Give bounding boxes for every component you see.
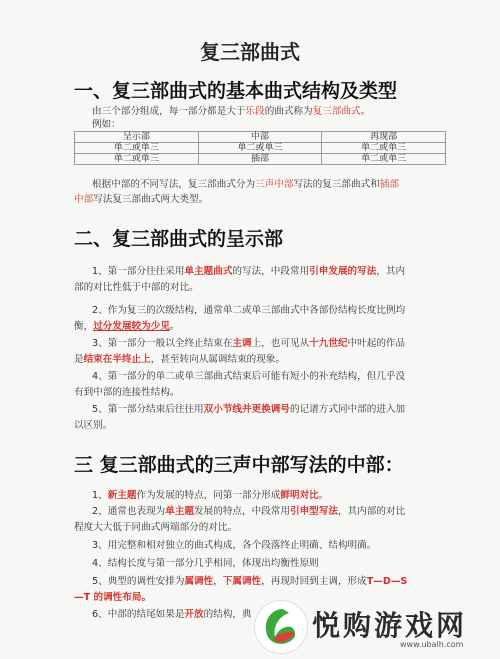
s2p2-text: 。 (169, 321, 180, 332)
table-cell: 单二或单三 (75, 143, 199, 154)
s3-paragraph-1 (92, 488, 328, 503)
table-header-cell: 再现部 (322, 132, 446, 143)
s3p6-text: 的结构，典 (203, 609, 252, 620)
s2p3-text: 中叶起的作品 (347, 338, 406, 349)
table-cell: 单二或单三 (198, 143, 322, 154)
s3-paragraph-4: 4、结构长度与第一部分几乎相同，体现出均衡性原则 (92, 558, 319, 569)
s3-paragraph-6 (92, 607, 252, 622)
example-label: 例如： (92, 119, 121, 130)
intro-text-mid: 的曲式称为 (264, 106, 313, 117)
s2p3-highlight: 主调 (232, 338, 252, 349)
section3-heading: 三 复三部曲式的三声中部写法的中部： (74, 454, 404, 476)
s3p2-text: 2、通常也表现为 (92, 506, 166, 517)
intro-highlight-fusanbu: 复三部曲式 (312, 106, 361, 117)
section1-after-text-2 (74, 192, 208, 207)
s2p5-text: 的记谱方式同中部的进入加 (289, 404, 406, 415)
after-text-mid: 写法的复三部曲式和 (293, 179, 380, 190)
s3p1-text: 。 (318, 490, 329, 501)
s3p6-highlight: 开放 (184, 609, 204, 620)
s2p1-text: 的写法，中段常用 (232, 266, 310, 277)
s3p5-text: ，再现时回到主调，形成 (261, 576, 367, 587)
watermark-logo-icon (254, 600, 308, 654)
s3p5-highlight: 属调性 (184, 576, 214, 587)
table-header-cell: 中部 (198, 132, 322, 143)
watermark-url: www.ubalh.com (400, 640, 464, 649)
s3p2-text: 发展的特点，中段常用 (194, 506, 290, 517)
s2-paragraph-5-cont: 以区别。 (74, 420, 113, 431)
s3p5-text: ， (213, 576, 223, 587)
table-row (75, 143, 446, 154)
s2-paragraph-5 (92, 402, 405, 417)
s2p3-highlight: 结束在半终止上 (83, 354, 151, 365)
after-text: 根据中部的不同写法，复三部曲式分为 (92, 179, 256, 190)
s3p1-text: 作为发展的特点，同第一部分形成 (136, 490, 281, 501)
table-cell: 插部 (198, 154, 322, 165)
intro-text: 由三个部分组成，每一部分都是大于 (92, 106, 246, 117)
s2p1-highlight: 单主题曲式 (184, 266, 233, 277)
s2p5-highlight: 双小节线并更换调号 (203, 404, 290, 415)
s3-paragraph-3: 3、用完整和相对独立的曲式构成，各个段落终止明确、结构明确。 (92, 540, 377, 551)
s3p5-highlight: 下属调性 (222, 576, 262, 587)
s3-paragraph-5 (92, 574, 407, 589)
s2p3-text: 上，也可见从 (251, 338, 310, 349)
s3p1-highlight: 鲜明对比 (280, 490, 319, 501)
table-cell: 单二或单三 (322, 154, 446, 165)
s3p5-text: 5、典型的调性安排为 (92, 576, 185, 587)
table-cell: 单二或单三 (75, 154, 199, 165)
s2-paragraph-3-cont (74, 352, 285, 367)
s3p1-highlight: 新主题 (107, 490, 137, 501)
watermark-text: 悦购游戏网 (312, 609, 468, 642)
structure-table (74, 131, 446, 165)
s2p3-text: 是 (74, 354, 84, 365)
s2p3-highlight: 十九世纪 (309, 338, 348, 349)
table-header-cell: 呈示部 (75, 132, 199, 143)
highlight-zhongbu: 中部 (74, 194, 94, 205)
highlight-sansheng: 三声中部 (255, 179, 294, 190)
s2p1-text: ，其内 (376, 266, 406, 277)
section1-intro (92, 104, 370, 119)
intro-text-end: 。 (360, 106, 371, 117)
table-row (75, 154, 446, 165)
s2-paragraph-4-cont: 有到中部的连接性结构。 (74, 387, 180, 398)
s3p5-highlight: T—D—S (366, 576, 408, 587)
s2p1-highlight: 引申发展的写法 (309, 266, 377, 277)
table-cell: 单二或单三 (322, 143, 446, 154)
page-title: 复三部曲式 (200, 40, 300, 64)
s3p5-highlight: —T 的调性布局。 (74, 592, 152, 603)
s3p2-highlight: 引申型写法 (289, 506, 338, 517)
s2-paragraph-2: 2、作为复三的次级结构，通常单二或单三部曲式中各部份结构长度比例均 (92, 305, 406, 316)
site-watermark (250, 596, 500, 659)
s3-paragraph-2 (92, 504, 405, 519)
s2p2-highlight: 过分发展较为少见 (93, 321, 170, 332)
s2p5-text: 5、第一部分结束后往往用 (92, 404, 204, 415)
s2p2-text: 衡， (74, 321, 94, 332)
section1-after-text (92, 177, 432, 192)
s2-paragraph-4: 4、第一部分的单二或单三部曲式结束后可能有短小的补充结构，但几乎没 (92, 371, 406, 382)
s3p6-text: 6、中部的结尾如果是 (92, 609, 185, 620)
s2p3-text: ，甚至转向从属调结束的现象。 (150, 354, 286, 365)
highlight-chabu: 插部 (379, 179, 399, 190)
s3-paragraph-2-cont: 程度大大低于同曲式两端部分的对比。 (74, 522, 238, 533)
s2-paragraph-1-cont: 部的对比性低于中部的对比。 (74, 282, 199, 293)
s2-paragraph-2-cont (74, 319, 180, 334)
leaf-logo-icon (255, 601, 307, 653)
s3p1-text: 1、 (92, 490, 108, 501)
s2p3-text: 3、第一部分一般以全终止结束在 (92, 338, 233, 349)
section2-heading: 二、复三部曲式的呈示部 (74, 228, 284, 250)
s3p2-text: ，其内部的对比 (337, 506, 406, 517)
s2p1-text: 1、第一部分往往采用 (92, 266, 185, 277)
section1-heading: 一、复三部曲式的基本曲式结构及类型 (74, 80, 398, 102)
s3-paragraph-5-cont (74, 590, 151, 605)
s2-paragraph-1 (92, 264, 405, 279)
s3p2-highlight: 单主题 (165, 506, 195, 517)
table-header-row (75, 132, 446, 143)
s2-paragraph-3 (92, 336, 405, 351)
after-text-end: 写法复三部曲式两大类型。 (93, 194, 209, 205)
intro-highlight-yueduan: 乐段 (245, 106, 265, 117)
